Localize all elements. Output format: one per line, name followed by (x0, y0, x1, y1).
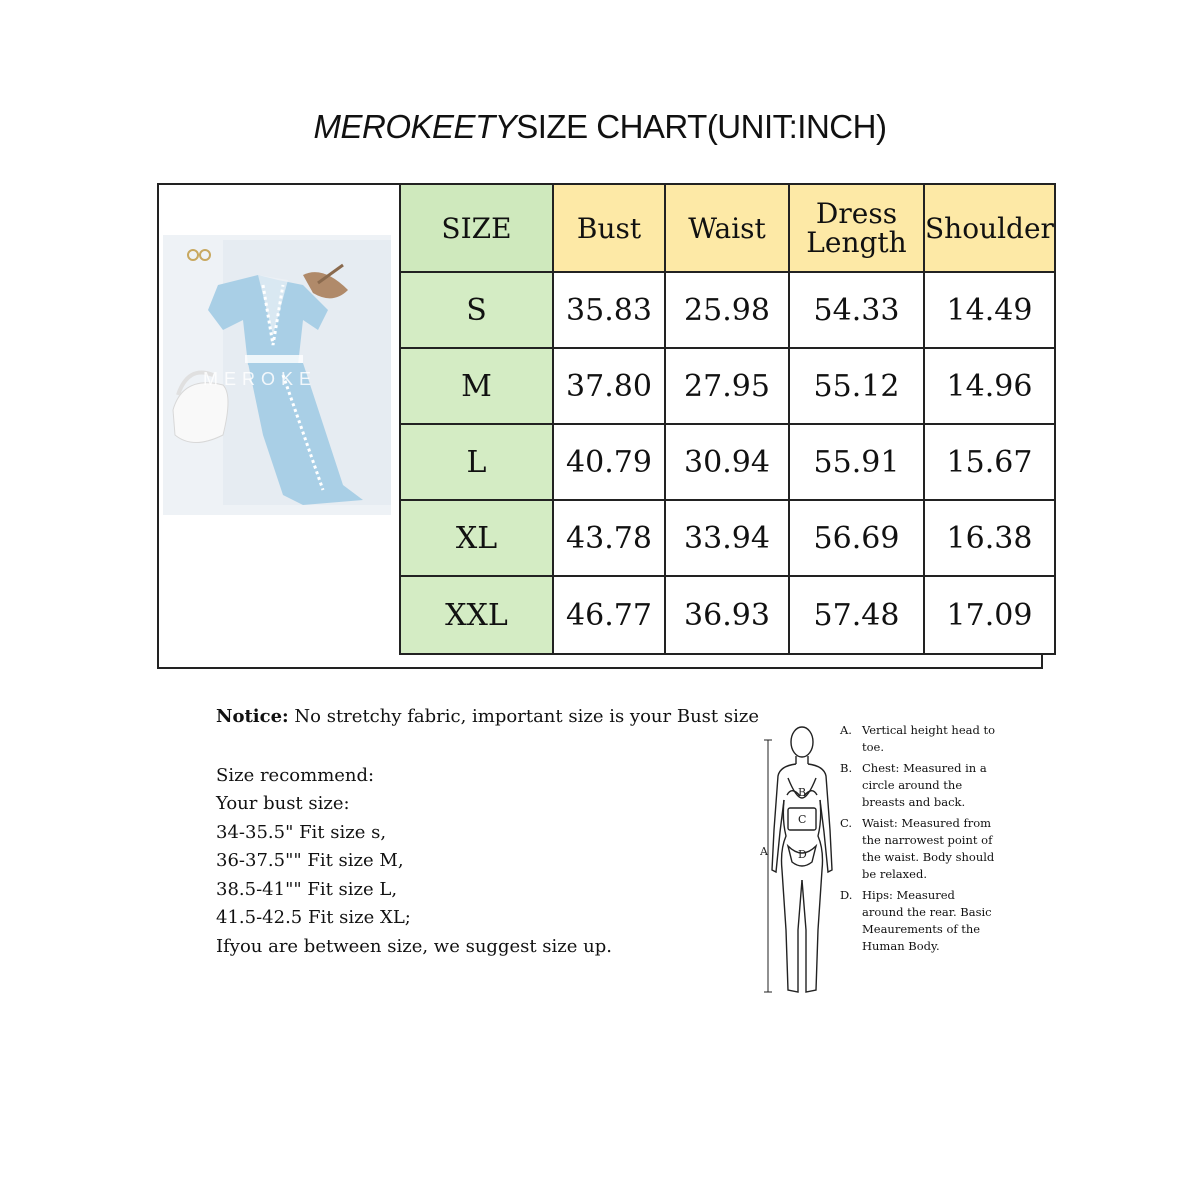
recommend-line: 38.5-41"" Fit size L, (216, 878, 398, 900)
length-cell: 55.91 (789, 424, 924, 500)
length-cell: 57.48 (789, 576, 924, 654)
bust-cell: 35.83 (553, 272, 665, 348)
legend-tag: A. (840, 723, 852, 737)
waist-cell: 33.94 (665, 500, 789, 576)
length-cell: 54.33 (789, 272, 924, 348)
legend-text: Hips: Measured around the rear. Basic Meaurements of the Human Body. (862, 888, 992, 953)
measurement-legend (840, 722, 1000, 959)
bust-cell: 46.77 (553, 576, 665, 654)
header-shoulder: Shoulder (924, 184, 1055, 272)
shoulder-cell: 17.09 (924, 576, 1055, 654)
recommend-line: Size recommend: (216, 764, 375, 786)
table-row (400, 348, 1055, 424)
table-row (400, 500, 1055, 576)
waist-cell: 27.95 (665, 348, 789, 424)
size-cell: L (400, 424, 553, 500)
figure-label-a: A (760, 845, 768, 858)
legend-tag: B. (840, 761, 853, 775)
header-waist: Waist (665, 184, 789, 272)
chart-title (0, 108, 1200, 146)
notice (216, 703, 759, 732)
notice-label: Notice: (216, 706, 289, 727)
shoulder-cell: 14.96 (924, 348, 1055, 424)
length-cell: 55.12 (789, 348, 924, 424)
bust-cell: 40.79 (553, 424, 665, 500)
table-row (400, 424, 1055, 500)
size-cell: XXL (400, 576, 553, 654)
recommend-line: 41.5-42.5 Fit size XL; (216, 907, 411, 928)
recommend-line: Your bust size: (216, 793, 350, 814)
legend-item (840, 722, 1000, 756)
size-cell: S (400, 272, 553, 348)
table-row (400, 272, 1055, 348)
legend-text: Vertical height head to toe. (862, 723, 996, 754)
legend-text: Chest: Measured in a circle around the breasts and back. (862, 761, 987, 809)
legend-item (840, 887, 1000, 955)
size-cell: XL (400, 500, 553, 576)
product-photo (163, 235, 391, 515)
figure-label-d: D (798, 848, 807, 861)
shoulder-cell: 14.49 (924, 272, 1055, 348)
shoulder-cell: 16.38 (924, 500, 1055, 576)
recommend-line: Ifyou are between size, we suggest size up. (216, 935, 612, 957)
legend-item (840, 815, 1000, 883)
recommend-line: 34-35.5" Fit size s, (216, 821, 387, 843)
size-table (399, 183, 1056, 655)
length-cell: 56.69 (789, 500, 924, 576)
shoulder-cell: 15.67 (924, 424, 1055, 500)
bust-cell: 43.78 (553, 500, 665, 576)
waist-cell: 36.93 (665, 576, 789, 654)
size-cell: M (400, 348, 553, 424)
figure-label-c: C (798, 813, 807, 826)
dress-image (163, 235, 391, 515)
title-text: SIZE CHART(UNIT:INCH) (516, 108, 887, 145)
legend-tag: D. (840, 888, 853, 902)
waist-cell: 30.94 (665, 424, 789, 500)
header-size: SIZE (400, 184, 553, 272)
brand-name: MEROKEETY (313, 108, 517, 145)
recommend-line: 36-37.5"" Fit size M, (216, 850, 404, 871)
legend-tag: C. (840, 816, 853, 830)
notes-section (216, 703, 759, 961)
figure-label-b: B (798, 786, 807, 799)
legend-item (840, 760, 1000, 811)
waist-cell: 25.98 (665, 272, 789, 348)
header-dress-length: Dress Length (789, 184, 924, 272)
header-bust: Bust (553, 184, 665, 272)
bust-cell: 37.80 (553, 348, 665, 424)
legend-text: Waist: Measured from the narrowest point of the waist. Body should be relaxed. (862, 816, 995, 881)
watermark-text: MEROKE (203, 369, 318, 389)
notice-text: No stretchy fabric, important size is your Bust size (294, 706, 759, 727)
table-row (400, 576, 1055, 654)
